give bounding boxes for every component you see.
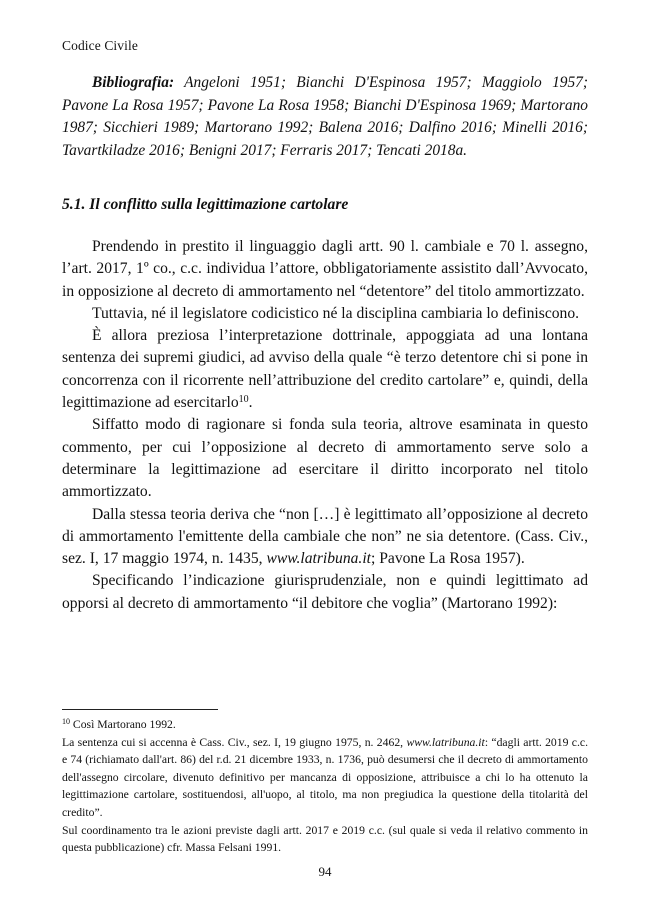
footnote-10-text: Così Martorano 1992. <box>70 718 176 731</box>
paragraph-4: Siffatto modo di ragionare si fonda sula teoria, altrove esaminata in questo commento, per cui l’opposizione al decreto di ammortamento serve solo a determinare la legittimazione ad esercitare il diritto incorporato nel titolo ammortizzato. <box>62 416 588 501</box>
bibliography <box>62 72 588 162</box>
footnotes <box>62 716 588 857</box>
footnote-ref-10[interactable]: 10 <box>238 394 249 406</box>
footnote-divider <box>62 709 218 710</box>
bibliography-text: Angeloni 1951; Bianchi D'Espinosa 1957; Maggiolo 1957; Pavone La Rosa 1957; Pavone La Rosa 1958; Bianchi D'Espinosa 1969; Martorano 1987; Sicchieri 1989; Martorano 1992; Balena 2016; Dalfino 2016; Minelli 2016; Tavartkiladze 2016; Benigni 2017; Ferraris 2017; Tencati 2018a. <box>62 74 588 159</box>
running-head: Codice Civile <box>62 38 138 53</box>
footnote-10-text-a: La sentenza cui si accenna è Cass. Civ., sez. I, 19 giugno 1975, n. 2462, <box>62 735 407 749</box>
paragraph-2: Tuttavia, né il legislatore codicistico né la disciplina cambiaria lo definiscono. <box>92 304 580 322</box>
body-text <box>62 236 588 615</box>
paragraph-1: Prendendo in prestito il linguaggio dagli artt. 90 l. cambiale e 70 l. assegno, l’art. 2017, 1º co., c.c. individua l’attore, obbligatoriamente assistito dall’Avvocato, in opposizione al decreto di ammortamento nel “detentore” del titolo ammortizzato. <box>62 238 588 300</box>
footnote-10-line-2 <box>62 734 588 822</box>
paragraph-6: Specificando l’indicazione giurisprudenziale, non e quindi legittimato ad opporsi al decreto di ammortamento “il debitore che voglia” (Martorano 1992): <box>62 572 588 612</box>
footnote-10-line-1 <box>62 716 588 734</box>
paragraph-3-end: . <box>248 394 253 412</box>
paragraph-3 <box>62 325 588 414</box>
bibliography-label: Bibliografia: <box>92 74 175 91</box>
paragraph-3-text: È allora preziosa l’interpretazione dottrinale, appoggiata ad una lontana sentenza dei supremi giudici, ad avviso della quale “è terzo detentore chi si pone in concorrenza con il ricorrente nell’attribuzione del credito cartolare” e, quindi, della legittimazione ad esercitarlo <box>62 327 588 412</box>
paragraph-5 <box>62 504 588 571</box>
footnote-number: 10 <box>62 717 70 726</box>
footnote-10-line-3: Sul coordinamento tra le azioni previste dagli artt. 2017 e 2019 c.c. (sul quale si veda il relativo commento in questa pubblicazione) cfr. Massa Felsani 1991. <box>62 823 588 855</box>
paragraph-5-text-b: ; Pavone La Rosa 1957). <box>371 550 525 568</box>
footnote-10-text-b: : “dagli artt. 2019 c.c. e 74 (richiamato dall'art. 86) del r.d. 21 dicembre 1933, n. 1736, può desumersi che il decreto di ammortamento dell'assegno circolare, divenuto definitivo per mancanza di opposizione, attribuisce a chi lo ha ottenuto la legittimazione cartolare, sostituendosi, all'uopo, al titolo, ma non pregiudica la questione della titolarità del credito”. <box>62 735 588 819</box>
paragraph-5-text-a: Dalla stessa teoria deriva che “non […] è legittimato all’opposizione al decreto di ammortamento l'emittente della cambiale che non” ne sia detentore. (Cass. Civ., sez. I, 17 maggio 1974, n. 1435, <box>62 505 588 568</box>
footnote-latribuna-link[interactable]: www.latribuna.it <box>406 735 485 749</box>
page-number: 94 <box>318 864 332 879</box>
section-title: 5.1. Il conflitto sulla legittimazione cartolare <box>62 196 349 213</box>
latribuna-link[interactable]: www.latribuna.it <box>266 550 371 568</box>
